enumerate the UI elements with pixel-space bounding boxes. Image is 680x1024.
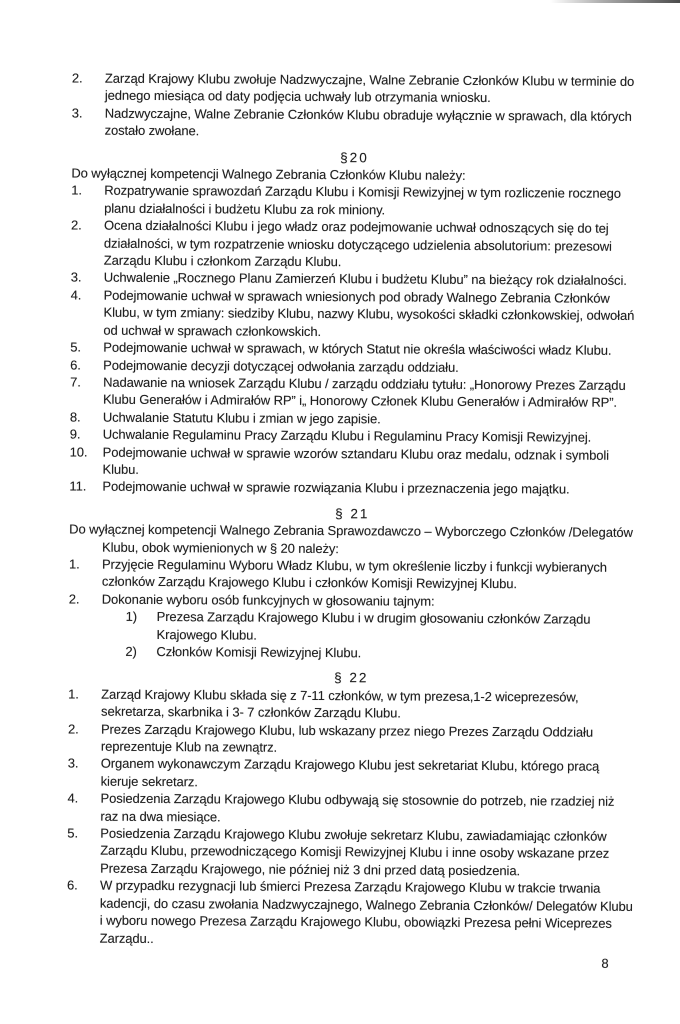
- item-text: Prezesa Zarządu Krajowego Klubu i w drugim głosowaniu członków Zarządu Krajowego Klubu.: [156, 609, 591, 643]
- list-item: [68, 590, 634, 663]
- item-number: 4.: [70, 287, 82, 303]
- item-number: 6.: [66, 877, 78, 893]
- item-text: Podejmowanie uchwał w sprawie rozwiązania Klubu i przeznaczenia jego majątku.: [102, 479, 570, 497]
- item-number: 6.: [70, 356, 81, 373]
- item-text: Rozpatrywanie sprawozdań Zarządu Klubu i Komisji Rewizyjnej w tym rozliczenie rocznego planu działalności i budżetu Klubu za rok miniony.: [104, 183, 621, 218]
- section-20-heading: §20: [340, 149, 369, 165]
- item-text: Podejmowanie uchwał w sprawach, w których Statut nie określa właściwości władz Klubu.: [103, 339, 612, 358]
- item-text: Podejmowanie uchwał w sprawach wniesionych pod obrady Walnego Zebrania Członków Klubu, w tym zmiany: siedziby Klubu, nazwy Klubu, wysokości składki członkowskiej, odwołań od uchwał w sprawach członkowskich.: [103, 287, 635, 339]
- section-21-intro: Do wyłącznej kompetencji Walnego Zebrania Sprawozdawczo – Wyborczego Członków /Delegatów Klubu, obok wymienionych w § 20 należy:: [69, 521, 633, 556]
- list-item: [72, 104, 638, 142]
- item-number: 1.: [68, 686, 79, 702]
- item-text: Nadzwyczajne, Walne Zebranie Członków Klubu obraduje wyłącznie w sprawach, dla których zostało zwołane.: [104, 105, 632, 139]
- section-21-list: [68, 555, 635, 663]
- item-text: Prezes Zarządu Krajowego Klubu, lub wskazany przez niego Prezes Zarządu Oddziału reprezentuje Klub na zewnątrz.: [100, 721, 594, 755]
- item-number: 2.: [67, 721, 79, 737]
- item-number: 2): [125, 643, 137, 659]
- list-item: [71, 217, 637, 273]
- item-number: 7.: [70, 374, 81, 390]
- item-text: Organem wykonawczym Zarządu Krajowego Klubu jest sekretariat Klubu, którego pracą kieruje sekretarz.: [100, 756, 600, 790]
- list-item: [69, 555, 635, 593]
- list-item: [71, 182, 637, 220]
- item-text: W przypadku rezygnacji lub śmierci Prezesa Zarządu Krajowego Klubu w trakcie trwania kadencji, do czasu zwołania Nadzwyczajnego, Walnego Zebrania Członków/ Delegatów Klubu i wyboru nowego Prezesa Zarządu Krajowego Klubu, obowiązki Prezesa pełni Wiceprezes Zarządu..: [99, 877, 633, 946]
- list-item: [69, 478, 635, 499]
- item-text: Uchwalanie Statutu Klubu i zmian w jego zapisie.: [102, 409, 381, 427]
- item-text: Uchwalenie „Rocznego Planu Zamierzeń Klubu i budżetu Klubu” na bieżący rok działalności.: [103, 270, 627, 289]
- list-item: [67, 825, 633, 881]
- page-content: [67, 69, 638, 972]
- item-text: Nadawanie na wniosek Zarządu Klubu / zarządu oddziału tytułu: „Honorowy Prezes Zarządu Klubu Generałów i Admirałów RP” i„ Honorowy Członek Klubu Generałów i Admirałów RP”.: [102, 374, 626, 411]
- item-number: 8.: [69, 409, 81, 425]
- item-text: Przyjęcie Regulaminu Wyboru Władz Klubu, w tym określenie liczby i funkcji wybieranych członków Zarządu Krajowego Klubu i członków Komisji Rewizyjnej Klubu.: [101, 556, 608, 592]
- item-text: Zarząd Krajowy Klubu zwołuje Nadzwyczajne, Walne Zebranie Członków Klubu w terminie do jednego miesiąca od daty podjęcia uchwały lub otrzymania wniosku.: [104, 70, 635, 106]
- section-20-intro: Do wyłącznej kompetencji Walnego Zebrania Członków Klubu należy:: [71, 165, 466, 183]
- item-number: 3.: [70, 269, 82, 286]
- scan-artifact: [550, 0, 680, 3]
- section-21-heading: § 21: [335, 505, 370, 522]
- list-item: [67, 877, 633, 950]
- list-item: [70, 373, 636, 411]
- list-item: [72, 69, 638, 107]
- item-text: Ocena działalności Klubu i jego władz oraz podejmowanie uchwał odnoszących się do tej działalności, w tym rozpatrzenie wniosku dotyczącego udzielenia absolutorium: prezesowi Zarządu Klubu i członkom Zarządu Klubu.: [103, 217, 612, 270]
- item-number: 5.: [70, 339, 82, 355]
- item-number: 5.: [67, 825, 79, 841]
- item-text: Zarząd Krajowy Klubu składa się z 7-11 członków, w tym prezesa,1-2 wiceprezesów, sekretarza, skarbnika i 3- 7 członków Zarządu Klubu.: [101, 686, 579, 721]
- item-number: 1): [125, 609, 138, 625]
- sub-list: [125, 608, 634, 663]
- list-item: [68, 685, 634, 723]
- list-item: [70, 286, 636, 342]
- item-text: Podejmowanie uchwał w sprawie wzorów sztandaru Klubu oraz medalu, odznak i symboli Klubu.: [102, 444, 609, 477]
- section-20-list: [69, 182, 637, 499]
- item-number: 11.: [69, 478, 87, 494]
- item-text: Uchwalanie Regulaminu Pracy Zarządu Klubu i Regulaminu Pracy Komisji Rewizyjnej.: [102, 426, 592, 445]
- list-item: [67, 790, 633, 828]
- item-number: 2.: [68, 591, 80, 607]
- item-text: Posiedzenia Zarządu Krajowego Klubu odbywają się stosownie do potrzeb, nie rzadziej niż raz na dwa miesiące.: [100, 790, 615, 825]
- item-number: 1.: [68, 556, 80, 572]
- list-item: [70, 443, 636, 481]
- section-22-heading: § 22: [334, 670, 369, 686]
- page-number: 8: [601, 955, 609, 971]
- item-number: 3.: [71, 105, 83, 121]
- item-text: Członków Komisji Rewizyjnej Klubu.: [156, 644, 362, 661]
- item-number: 4.: [67, 790, 79, 806]
- item-text: Posiedzenia Zarządu Krajowego Klubu zwołuje sekretarz Klubu, zawiadamiając członków Zarządu Klubu, przewodniczącego Komisji Rewizyjnej Klubu i inne osoby wskazane przez Prezesa Zarządu Krajowego, nie później niż 3 dni przed datą posiedzenia.: [100, 825, 610, 879]
- item-number: 1.: [71, 182, 82, 198]
- item-number: 2.: [71, 217, 82, 233]
- item-number: 10.: [69, 444, 88, 460]
- preamble-list: [72, 69, 638, 142]
- list-item: [126, 608, 635, 646]
- item-number: 9.: [69, 426, 81, 442]
- list-item: [68, 720, 634, 758]
- item-number: 3.: [67, 755, 79, 771]
- section-22-list: [67, 685, 635, 950]
- item-text: Dokonanie wyboru osób funkcyjnych w głosowaniu tajnym:: [101, 591, 435, 609]
- item-text: Podejmowanie decyzji dotyczącej odwołania zarządu oddziału.: [103, 357, 459, 375]
- list-item: [68, 755, 634, 793]
- item-number: 2.: [71, 70, 83, 86]
- list-item: [125, 643, 634, 664]
